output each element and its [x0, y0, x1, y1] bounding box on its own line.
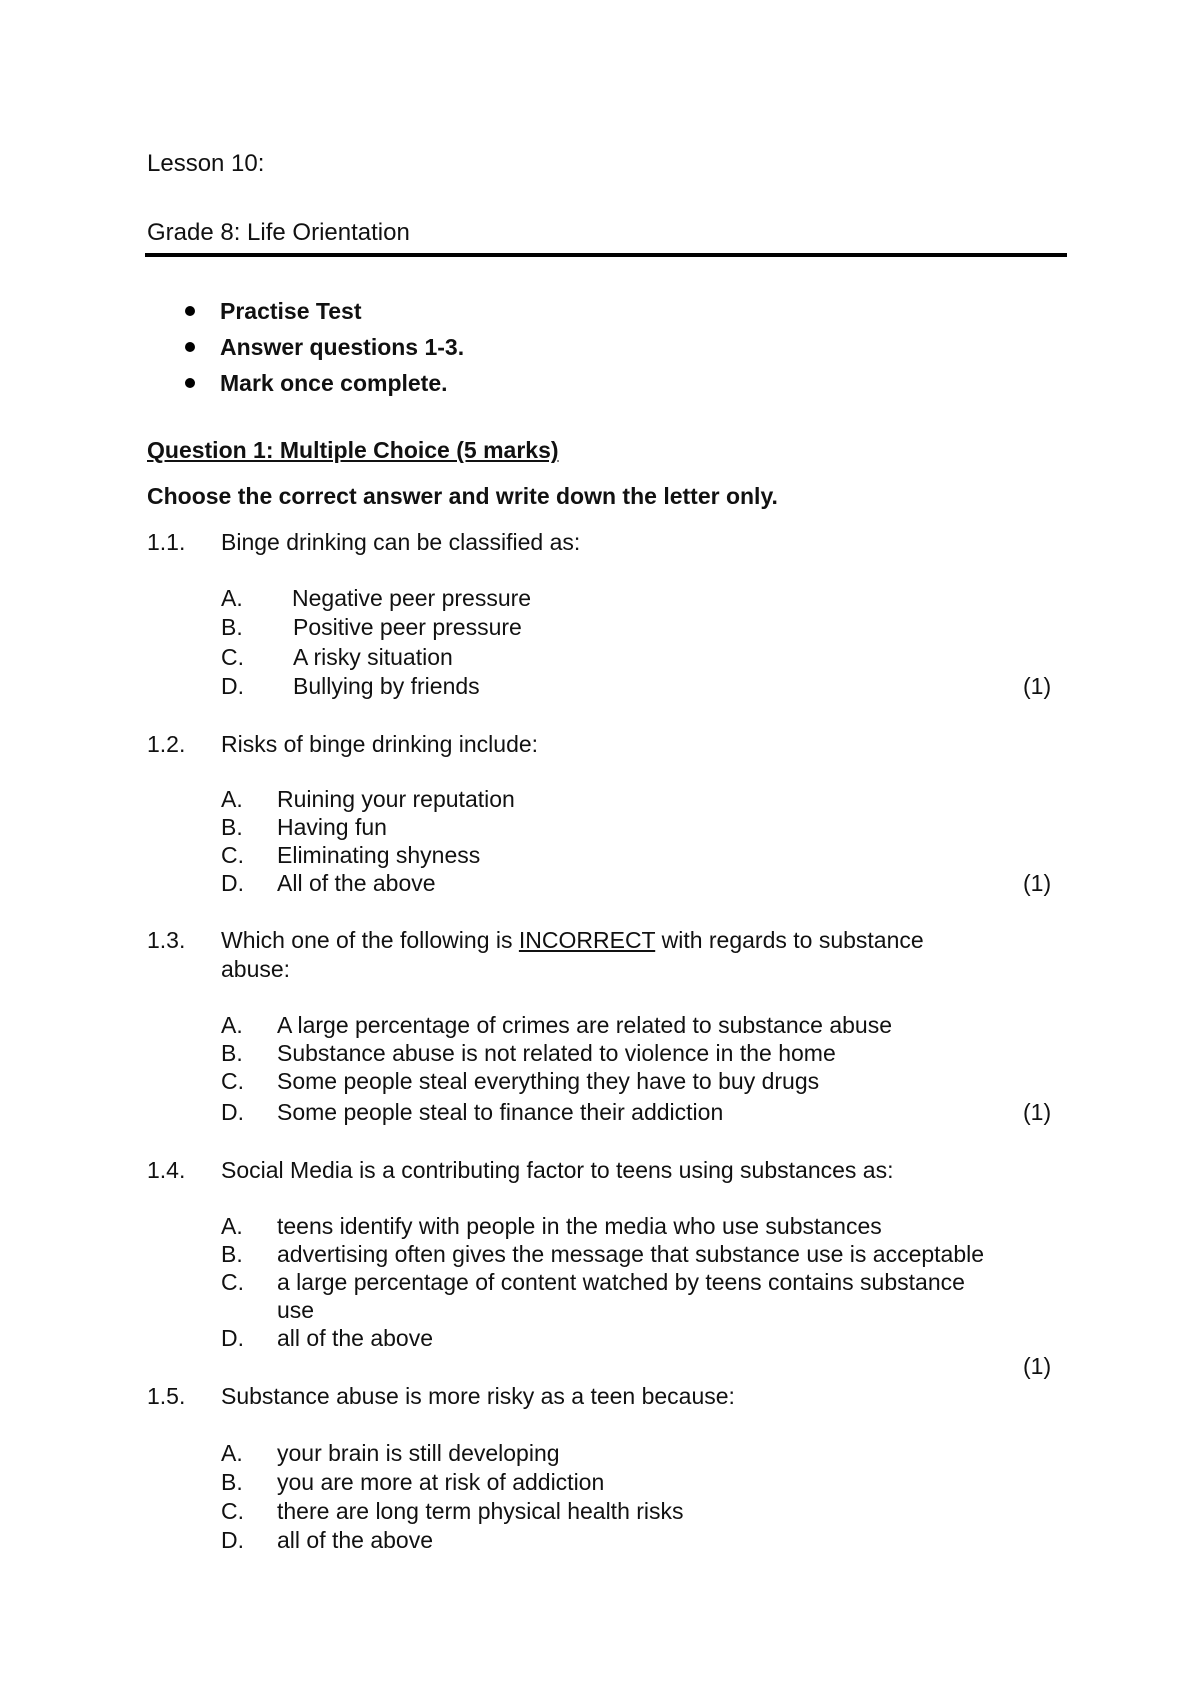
- lesson-title: Lesson 10:: [147, 150, 265, 177]
- option-letter: D.: [221, 673, 244, 699]
- question-text-part: Which one of the following is: [221, 927, 519, 953]
- instruction-item: Practise Test: [185, 296, 464, 332]
- question-mark: (1): [1023, 673, 1052, 699]
- option-text: A risky situation: [293, 644, 453, 670]
- option-text: advertising often gives the message that substance use is acceptable: [277, 1241, 985, 1267]
- option-text: Substance abuse is not related to violence in the home: [277, 1040, 836, 1066]
- option-text: all of the above: [277, 1325, 434, 1351]
- question-text: Binge drinking can be classified as:: [221, 529, 581, 555]
- option-letter: A.: [221, 786, 243, 812]
- question-mark: (1): [1023, 870, 1052, 896]
- question-number: 1.4.: [147, 1157, 186, 1183]
- option-text: Having fun: [277, 814, 387, 840]
- instruction-item: Answer questions 1-3.: [185, 332, 464, 368]
- option-letter: B.: [221, 814, 243, 840]
- option-text: Negative peer pressure: [292, 585, 532, 611]
- option-letter: C.: [221, 1498, 244, 1524]
- question-text-part: with regards to substance: [655, 927, 924, 953]
- question-mark: (1): [1023, 1353, 1052, 1379]
- question-mark: (1): [1023, 1099, 1052, 1125]
- option-text: All of the above: [277, 870, 436, 896]
- question-number: 1.2.: [147, 731, 186, 757]
- instruction-item: Mark once complete.: [185, 368, 464, 404]
- grade-subject: Grade 8: Life Orientation: [147, 219, 410, 246]
- option-letter: A.: [221, 1440, 243, 1466]
- option-letter: C.: [221, 1269, 244, 1295]
- instruction-list: [185, 296, 464, 404]
- option-letter: D.: [221, 1527, 244, 1553]
- option-letter: C.: [221, 1068, 244, 1094]
- option-text: your brain is still developing: [277, 1440, 560, 1466]
- option-text: Ruining your reputation: [277, 786, 515, 812]
- question-text-continued: abuse:: [221, 956, 291, 982]
- option-letter: A.: [221, 585, 243, 611]
- question-heading: Question 1: Multiple Choice (5 marks): [147, 437, 559, 463]
- option-text: Some people steal to finance their addiction: [277, 1099, 724, 1125]
- option-letter: A.: [221, 1213, 243, 1239]
- option-text: you are more at risk of addiction: [277, 1469, 605, 1495]
- option-text: all of the above: [277, 1527, 434, 1553]
- option-letter: C.: [221, 644, 244, 670]
- option-letter: B.: [221, 1469, 243, 1495]
- option-text: A large percentage of crimes are related to substance abuse: [277, 1012, 892, 1038]
- option-text-continued: use: [277, 1297, 315, 1323]
- option-text: Some people steal everything they have to buy drugs: [277, 1068, 820, 1094]
- emphasis-word: INCORRECT: [518, 927, 656, 953]
- question-text: Social Media is a contributing factor to teens using substances as:: [221, 1157, 894, 1183]
- option-letter: D.: [221, 1099, 244, 1125]
- option-text: Eliminating shyness: [277, 842, 481, 868]
- question-number: 1.1.: [147, 529, 186, 555]
- header-rule: [145, 253, 1067, 257]
- option-text: teens identify with people in the media who use substances: [277, 1213, 882, 1239]
- option-letter: C.: [221, 842, 244, 868]
- option-letter: B.: [221, 1040, 243, 1066]
- question-number: 1.5.: [147, 1383, 186, 1409]
- option-letter: D.: [221, 870, 244, 896]
- option-letter: D.: [221, 1325, 244, 1351]
- option-letter: B.: [221, 614, 243, 640]
- question-instruction: Choose the correct answer and write down the letter only.: [147, 483, 778, 509]
- question-text: Risks of binge drinking include:: [221, 731, 539, 757]
- option-letter: B.: [221, 1241, 243, 1267]
- option-text: Positive peer pressure: [293, 614, 522, 640]
- option-text: Bullying by friends: [293, 673, 480, 699]
- question-text: Substance abuse is more risky as a teen because:: [221, 1383, 735, 1409]
- option-text: a large percentage of content watched by teens contains substance: [277, 1269, 965, 1295]
- question-text: [221, 927, 924, 954]
- option-letter: A.: [221, 1012, 243, 1038]
- option-text: there are long term physical health risks: [277, 1498, 684, 1524]
- question-number: 1.3.: [147, 927, 186, 953]
